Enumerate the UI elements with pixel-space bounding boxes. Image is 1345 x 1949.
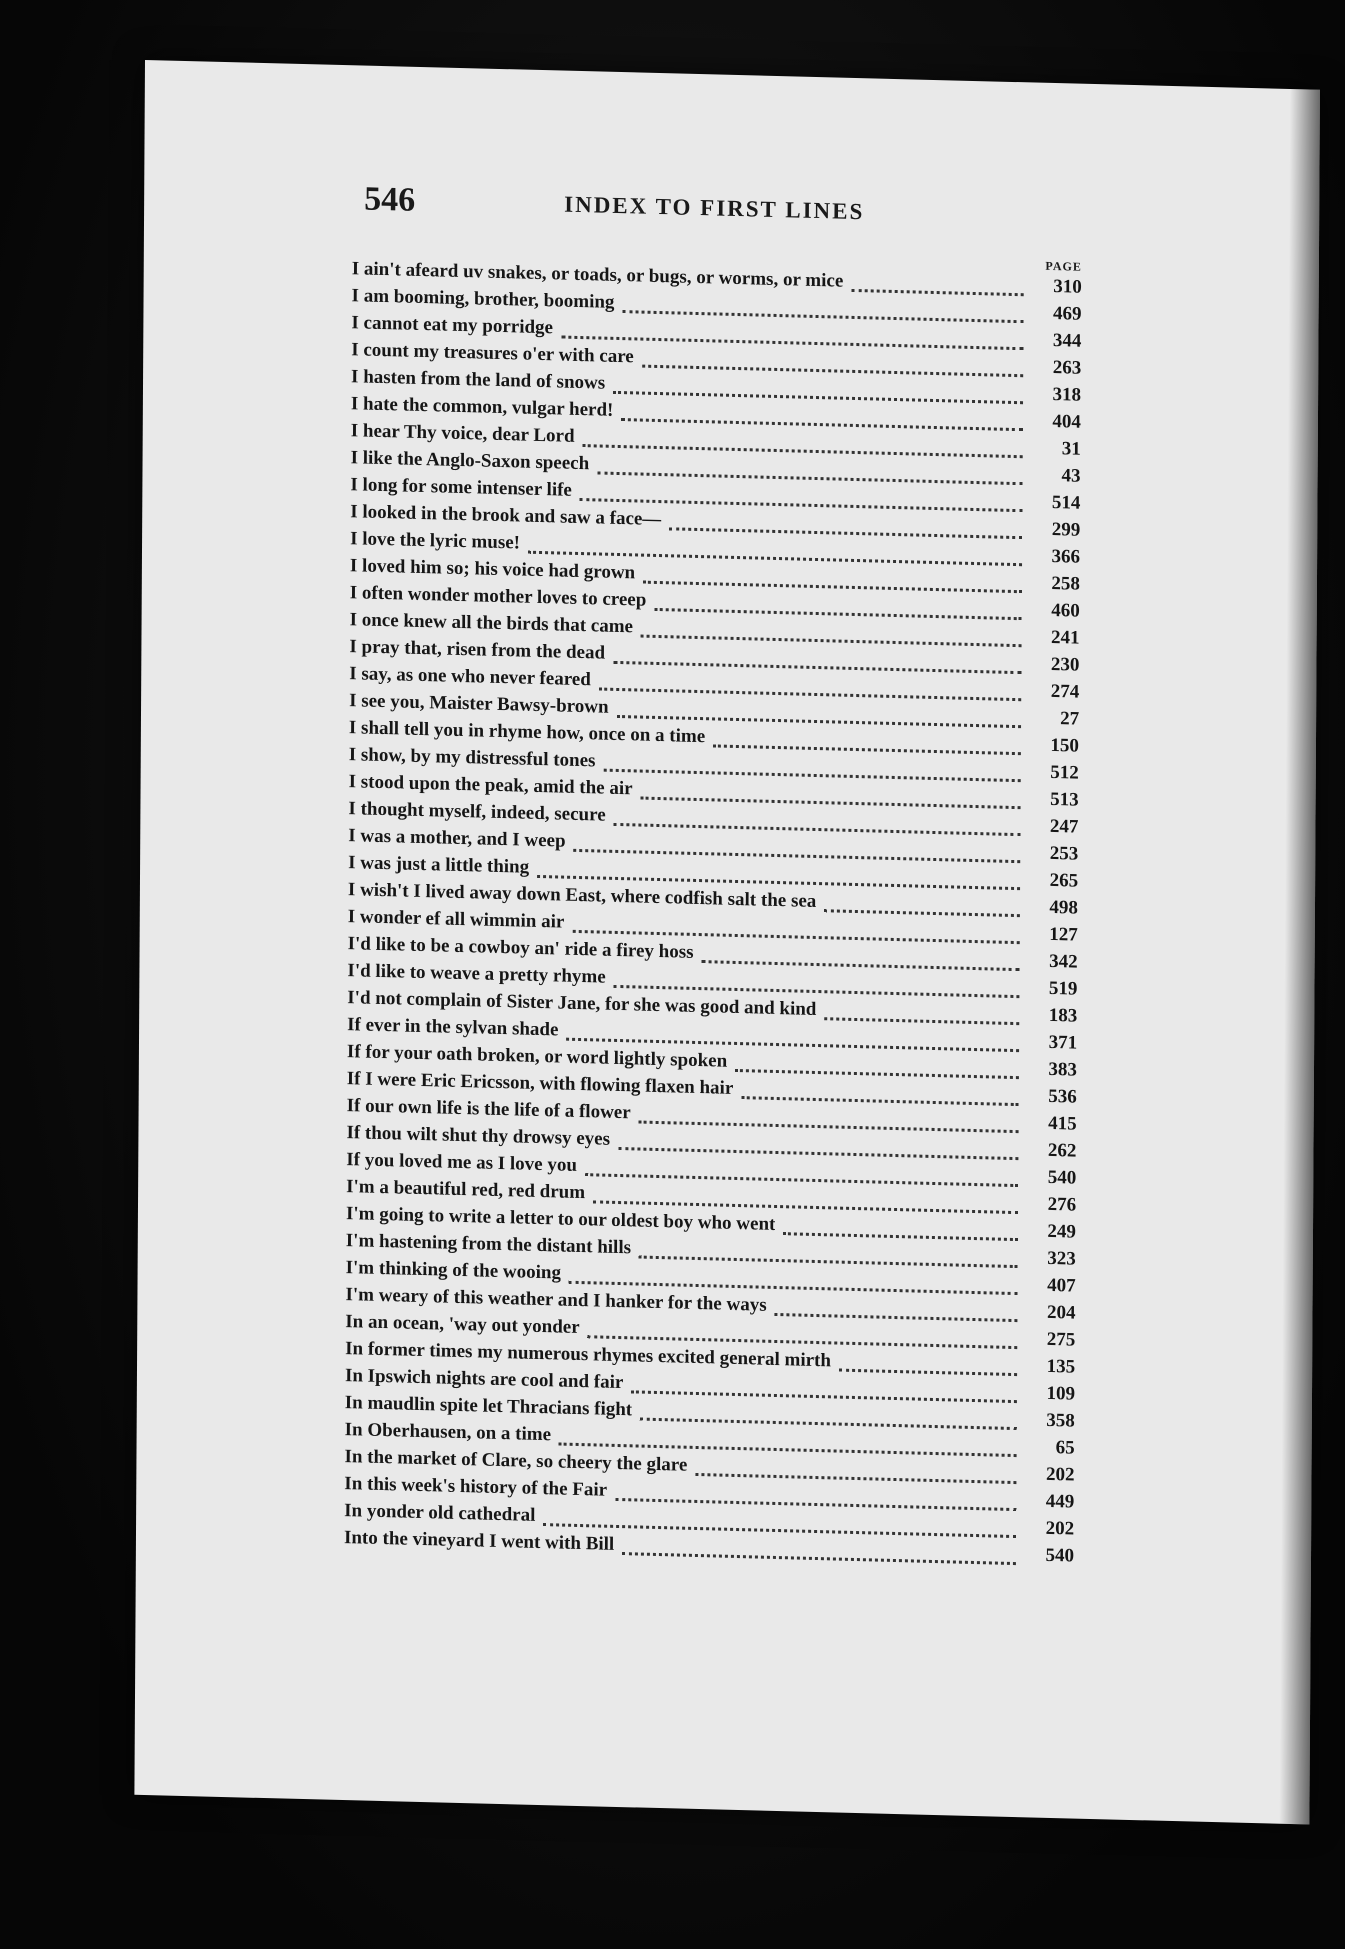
page-reference: 498	[1049, 896, 1079, 919]
page-reference: 258	[1051, 572, 1080, 595]
first-line-text: I hear Thy voice, dear Lord	[350, 420, 575, 447]
first-line-text: I'd like to be a cowboy an' ride a firey hoss	[347, 933, 694, 963]
page-reference: 276	[1047, 1193, 1077, 1216]
page-reference: 183	[1048, 1004, 1078, 1027]
first-line-text: I'd not complain of Sister Jane, for she was good and kind	[347, 987, 817, 1021]
first-line-text: I am booming, brother, booming	[351, 285, 615, 313]
first-line-text: I loved him so; his voice had grown	[349, 555, 636, 584]
first-line-text: If thou wilt shut thy drowsy eyes	[346, 1122, 611, 1150]
running-head: INDEX TO FIRST LINES	[564, 191, 865, 225]
first-line-text: I say, as one who never feared	[349, 663, 591, 691]
dot-leader	[839, 1369, 1017, 1377]
first-line-text: In maudlin spite let Thracians fight	[344, 1392, 633, 1421]
page-reference: 514	[1051, 491, 1081, 514]
first-line-text: I wish't I lived away down East, where codfish salt the sea	[347, 879, 817, 913]
page-reference: 536	[1048, 1085, 1077, 1108]
first-line-text: I'm weary of this weather and I hanker for the ways	[345, 1284, 767, 1316]
page-reference: 366	[1051, 545, 1081, 568]
first-lines-index	[344, 258, 1082, 1572]
first-line-text: I stood upon the peak, amid the air	[348, 771, 633, 800]
page-reference: 404	[1052, 410, 1081, 433]
page-column-label: PAGE	[1045, 258, 1082, 274]
first-line-text: I cannot eat my porridge	[351, 312, 554, 339]
first-line-text: If I were Eric Ericsson, with flowing flaxen hair	[346, 1068, 734, 1099]
dot-leader	[713, 744, 1021, 755]
first-line-text: I love the lyric muse!	[350, 528, 521, 554]
page-reference: 460	[1051, 599, 1080, 622]
page-reference: 230	[1050, 653, 1080, 676]
first-line-text: I ain't afeard uv snakes, or toads, or bugs, or worms, or mice	[351, 258, 844, 292]
first-line-text: I thought myself, indeed, secure	[348, 798, 606, 826]
page-reference: 318	[1052, 383, 1082, 406]
first-line-text: In Ipswich nights are cool and fair	[344, 1365, 624, 1394]
first-line-text: In this week's history of the Fair	[344, 1473, 608, 1501]
first-line-text: I was just a little thing	[348, 852, 530, 878]
dot-leader	[622, 1552, 1016, 1565]
page-reference: 204	[1046, 1301, 1076, 1324]
page-reference: 249	[1047, 1220, 1077, 1243]
dot-leader	[824, 1017, 1019, 1025]
dot-leader	[783, 1232, 1018, 1241]
first-line-text: In former times my numerous rhymes excited general mirth	[345, 1338, 832, 1372]
page-reference: 358	[1046, 1409, 1075, 1432]
page-reference: 469	[1053, 302, 1082, 325]
page-reference: 342	[1049, 950, 1078, 973]
page-reference: 241	[1051, 626, 1080, 649]
page-reference: 109	[1046, 1382, 1076, 1405]
page-reference: 344	[1052, 329, 1082, 352]
first-line-text: I'd like to weave a pretty rhyme	[347, 960, 606, 988]
page-reference: 383	[1048, 1058, 1078, 1081]
first-line-text: In the market of Clare, so cheery the glare	[344, 1446, 688, 1476]
page-reference: 275	[1046, 1328, 1076, 1351]
page-reference: 265	[1049, 869, 1079, 892]
first-line-text: If our own life is the life of a flower	[346, 1095, 631, 1124]
page-reference: 262	[1047, 1139, 1077, 1162]
page-reference: 263	[1052, 356, 1082, 379]
first-line-text: I show, by my distressful tones	[348, 744, 596, 772]
page-reference: 65	[1055, 1437, 1075, 1459]
first-line-text: I see you, Maister Bawsy-brown	[349, 690, 609, 718]
page-reference: 407	[1047, 1274, 1076, 1297]
first-line-text: I looked in the brook and saw a face—	[350, 501, 662, 531]
dot-leader	[851, 289, 1023, 296]
page-reference: 323	[1047, 1247, 1076, 1270]
first-line-text: If ever in the sylvan shade	[347, 1014, 559, 1041]
page-reference: 299	[1051, 518, 1081, 541]
page-header	[364, 181, 924, 235]
first-line-text: I long for some intenser life	[350, 474, 572, 501]
first-line-text: In yonder old cathedral	[344, 1500, 536, 1526]
dot-leader	[735, 1069, 1019, 1079]
page-reference: 512	[1050, 761, 1079, 784]
page-reference: 202	[1045, 1517, 1075, 1540]
first-line-text: I'm a beautiful red, red drum	[346, 1176, 586, 1204]
first-line-text: I hate the common, vulgar herd!	[350, 393, 614, 421]
dot-leader	[824, 909, 1020, 917]
page-reference: 202	[1045, 1463, 1075, 1486]
first-line-text: Into the vineyard I went with Bill	[343, 1527, 615, 1555]
page-reference: 127	[1049, 923, 1078, 946]
first-line-text: I like the Anglo-Saxon speech	[350, 447, 590, 475]
dot-leader	[741, 1096, 1019, 1106]
first-line-text: I'm thinking of the wooing	[345, 1257, 562, 1284]
page-reference: 247	[1049, 815, 1079, 838]
first-line-text: I'm hastening from the distant hills	[345, 1230, 632, 1259]
first-line-text: If for your oath broken, or word lightly spoken	[346, 1041, 728, 1072]
page-reference: 519	[1048, 977, 1078, 1000]
page-reference: 540	[1045, 1544, 1075, 1567]
page-reference: 31	[1061, 438, 1081, 460]
first-line-text: I once knew all the birds that came	[349, 609, 634, 638]
page-reference: 27	[1060, 708, 1080, 730]
first-line-text: In an ocean, 'way out yonder	[345, 1311, 580, 1339]
first-line-text: I pray that, risen from the dead	[349, 636, 606, 664]
page-reference: 43	[1061, 465, 1081, 487]
page-reference: 150	[1050, 734, 1079, 757]
first-line-text: I often wonder mother loves to creep	[349, 582, 647, 611]
first-line-text: I hasten from the land of snows	[351, 366, 606, 394]
first-line-text: If you loved me as I love you	[346, 1149, 578, 1176]
first-line-text: I shall tell you in rhyme how, once on a time	[348, 717, 706, 748]
first-line-text: In Oberhausen, on a time	[344, 1419, 552, 1446]
page-reference: 274	[1050, 680, 1080, 703]
page-number: 546	[364, 180, 416, 219]
book-page	[134, 60, 1320, 1825]
page-reference: 135	[1046, 1355, 1076, 1378]
first-line-text: I'm going to write a letter to our oldest boy who went	[345, 1203, 776, 1235]
page-reference: 310	[1053, 275, 1082, 298]
first-line-text: I wonder ef all wimmin air	[347, 906, 565, 933]
page-reference: 415	[1048, 1112, 1077, 1135]
page-reference: 540	[1047, 1166, 1077, 1189]
first-line-text: I count my treasures o'er with care	[351, 339, 634, 368]
first-line-text: I was a mother, and I weep	[348, 825, 566, 852]
page-reference: 449	[1045, 1490, 1075, 1513]
dot-leader	[775, 1313, 1018, 1322]
page-reference: 371	[1048, 1031, 1078, 1054]
page-reference: 513	[1050, 788, 1079, 811]
page-reference: 253	[1049, 842, 1079, 865]
